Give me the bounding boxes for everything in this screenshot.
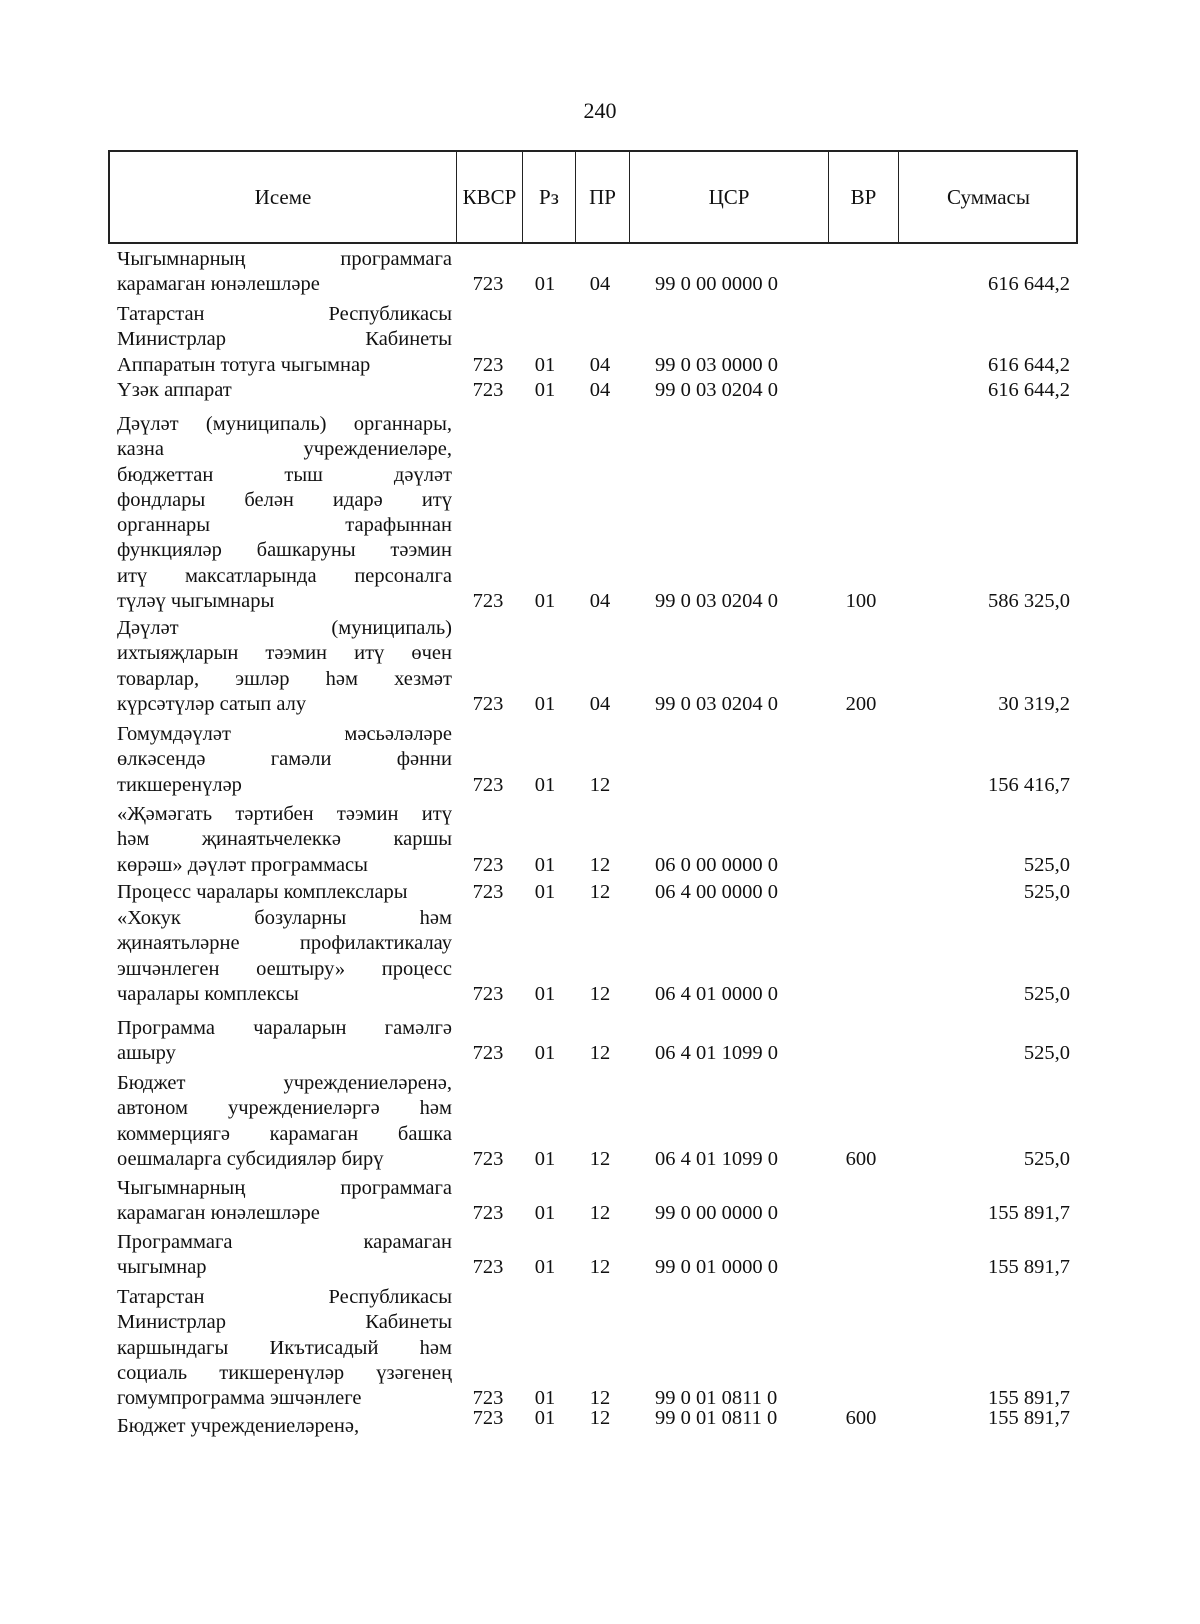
cell-sum: 616 644,2 bbox=[988, 273, 1070, 296]
row-name bbox=[117, 1230, 452, 1281]
cell-kvsr: 723 bbox=[472, 379, 504, 401]
cell-csr: 99 0 03 0204 0 bbox=[655, 590, 778, 613]
cell-sum: 586 325,0 bbox=[988, 590, 1070, 613]
page-number: 240 bbox=[583, 98, 617, 123]
row-name-line: «Хокук бозуларны һәм bbox=[117, 907, 452, 929]
cell-sum: 525,0 bbox=[1023, 1042, 1070, 1065]
cell-vr: 600 bbox=[845, 1147, 877, 1170]
row-name-line: Татарстан Республикасы bbox=[117, 1286, 452, 1308]
cell-sum: 616 644,2 bbox=[988, 353, 1070, 376]
row-name-line: оешмаларга субсидияләр бирү bbox=[117, 1147, 384, 1170]
row-name-line: казна учреждениеләре, bbox=[117, 438, 452, 461]
cell-rz: 01 bbox=[534, 1256, 556, 1279]
cell-rz: 01 bbox=[534, 590, 556, 613]
row-name-line: ашыру bbox=[117, 1042, 176, 1065]
cell-kvsr: 723 bbox=[472, 1387, 504, 1410]
row-name-line: һәм җинаятьчелеккә каршы bbox=[117, 828, 452, 851]
cell-pr: 12 bbox=[589, 1042, 611, 1065]
row-name-line: Дәүләт (муниципаль) bbox=[117, 617, 452, 639]
row-name-line: автоном учреждениеләргә һәм bbox=[117, 1097, 452, 1120]
row-name bbox=[117, 1414, 452, 1439]
header-rz: Рз bbox=[522, 152, 575, 242]
cell-kvsr: 723 bbox=[472, 1407, 504, 1429]
cell-csr: 99 0 03 0204 0 bbox=[655, 379, 778, 401]
row-name-line: Үзәк аппарат bbox=[117, 379, 232, 401]
cell-pr: 04 bbox=[589, 590, 611, 613]
row-name-line: органнары тарафыннан bbox=[117, 514, 452, 537]
cell-csr: 99 0 01 0811 0 bbox=[655, 1387, 778, 1410]
cell-csr: 99 0 00 0000 0 bbox=[655, 1202, 778, 1225]
cell-pr: 04 bbox=[589, 692, 611, 715]
header-pr: ПР bbox=[575, 152, 629, 242]
cell-kvsr: 723 bbox=[472, 1042, 504, 1065]
row-name-line: чыгымнар bbox=[117, 1256, 207, 1279]
row-name-line: каршындагы Икътисадый һәм bbox=[117, 1336, 452, 1359]
row-name bbox=[117, 378, 452, 403]
header-kvsr: КВСР bbox=[456, 152, 522, 242]
row-name bbox=[117, 722, 452, 798]
cell-sum: 155 891,7 bbox=[988, 1387, 1070, 1410]
row-name bbox=[117, 302, 452, 378]
row-name bbox=[117, 880, 452, 905]
cell-pr: 04 bbox=[589, 273, 611, 296]
cell-sum: 155 891,7 bbox=[988, 1202, 1070, 1225]
cell-csr: 99 0 03 0204 0 bbox=[655, 692, 778, 715]
row-name-line: Программа чараларын гамәлгә bbox=[117, 1017, 452, 1039]
row-name-line: бюджеттан тыш дәүләт bbox=[117, 463, 452, 486]
header-sum: Суммасы bbox=[898, 152, 1078, 242]
row-name-line: көрәш» дәүләт программасы bbox=[117, 853, 368, 876]
cell-sum: 155 891,7 bbox=[988, 1407, 1070, 1429]
row-name bbox=[117, 906, 452, 1007]
row-name-line: товарлар, эшләр һәм хезмәт bbox=[117, 667, 452, 690]
cell-csr: 06 4 01 1099 0 bbox=[655, 1147, 778, 1170]
cell-rz: 01 bbox=[534, 353, 556, 376]
row-name-line: Гомумдәүләт мәсьәләләре bbox=[117, 723, 452, 745]
row-name-line: Министрлар Кабинеты bbox=[117, 1311, 452, 1334]
cell-sum: 525,0 bbox=[1023, 982, 1070, 1005]
row-name-line: тикшеренүләр bbox=[117, 773, 242, 796]
row-name-line: Процесс чаралары комплекслары bbox=[117, 881, 408, 903]
cell-pr: 12 bbox=[589, 1147, 611, 1170]
cell-rz: 01 bbox=[534, 1407, 556, 1429]
cell-kvsr: 723 bbox=[472, 353, 504, 376]
header-vr: ВР bbox=[828, 152, 898, 242]
cell-csr: 06 4 01 1099 0 bbox=[655, 1042, 778, 1065]
cell-pr: 04 bbox=[589, 353, 611, 376]
row-name-line: Чыгымнарның программага bbox=[117, 1177, 452, 1199]
row-name bbox=[117, 802, 452, 878]
cell-sum: 156 416,7 bbox=[988, 773, 1070, 796]
header-name: Исеме bbox=[254, 184, 312, 209]
cell-kvsr: 723 bbox=[472, 590, 504, 613]
cell-csr: 99 0 01 0000 0 bbox=[655, 1256, 778, 1279]
row-name-line: эшчәнлеген оештыру» процесс bbox=[117, 957, 452, 980]
row-name-line: түләү чыгымнары bbox=[117, 590, 275, 613]
cell-rz: 01 bbox=[534, 1202, 556, 1225]
row-name-line: Аппаратын тотуга чыгымнар bbox=[117, 353, 371, 376]
cell-csr: 06 4 01 0000 0 bbox=[655, 982, 778, 1005]
cell-sum: 525,0 bbox=[1023, 853, 1070, 876]
row-name-line: коммерциягә карамаган башка bbox=[117, 1122, 452, 1145]
row-name-line: җинаятьләрне профилактикалау bbox=[117, 932, 452, 955]
cell-kvsr: 723 bbox=[472, 853, 504, 876]
row-name-line: Программага карамаган bbox=[117, 1231, 452, 1253]
row-name-line: күрсәтүләр сатып алу bbox=[117, 692, 307, 715]
row-name bbox=[117, 247, 452, 298]
cell-pr: 12 bbox=[589, 982, 611, 1005]
row-name-line: карамаган юнәлешләре bbox=[117, 273, 320, 296]
cell-csr: 99 0 01 0811 0 bbox=[655, 1407, 778, 1429]
cell-kvsr: 723 bbox=[472, 982, 504, 1005]
cell-rz: 01 bbox=[534, 692, 556, 715]
cell-sum: 525,0 bbox=[1023, 881, 1070, 903]
cell-sum: 525,0 bbox=[1023, 1147, 1070, 1170]
cell-pr: 12 bbox=[589, 853, 611, 876]
row-name-line: гомумпрограмма эшчәнлеге bbox=[117, 1387, 362, 1410]
cell-csr: 99 0 03 0000 0 bbox=[655, 353, 778, 376]
cell-pr: 12 bbox=[589, 1407, 611, 1429]
cell-sum: 30 319,2 bbox=[998, 692, 1070, 715]
cell-csr: 06 4 00 0000 0 bbox=[655, 881, 778, 903]
cell-sum: 616 644,2 bbox=[988, 379, 1070, 401]
row-name-line: Бюджет учреждениеләренә, bbox=[117, 1072, 452, 1094]
cell-vr: 200 bbox=[845, 692, 877, 715]
row-name-line: Дәүләт (муниципаль) органнары, bbox=[117, 413, 452, 435]
row-name-line: фондлары белән идарә итү bbox=[117, 488, 452, 511]
row-name bbox=[117, 1071, 452, 1172]
cell-rz: 01 bbox=[534, 773, 556, 796]
row-name-line: Татарстан Республикасы bbox=[117, 303, 452, 325]
cell-pr: 12 bbox=[589, 1202, 611, 1225]
row-name bbox=[117, 412, 452, 614]
cell-sum: 155 891,7 bbox=[988, 1256, 1070, 1279]
row-name-line: ихтыяҗларын тәэмин итү өчен bbox=[117, 642, 452, 665]
cell-kvsr: 723 bbox=[472, 1147, 504, 1170]
row-name-line: карамаган юнәлешләре bbox=[117, 1202, 320, 1225]
cell-kvsr: 723 bbox=[472, 1256, 504, 1279]
row-name-line: функцияләр башкаруны тәэмин bbox=[117, 539, 452, 562]
row-name bbox=[117, 1285, 452, 1411]
cell-kvsr: 723 bbox=[472, 692, 504, 715]
cell-rz: 01 bbox=[534, 1387, 556, 1410]
cell-vr: 100 bbox=[845, 590, 877, 613]
cell-rz: 01 bbox=[534, 853, 556, 876]
cell-rz: 01 bbox=[534, 1042, 556, 1065]
row-name-line: Чыгымнарның программага bbox=[117, 248, 452, 270]
cell-pr: 04 bbox=[589, 379, 611, 401]
row-name-line: «Җәмәгать тәртибен тәэмин итү bbox=[117, 803, 452, 825]
table-header bbox=[108, 150, 1078, 244]
row-name-line: өлкәсендә гамәли фәнни bbox=[117, 748, 452, 771]
row-name-line: Министрлар Кабинеты bbox=[117, 328, 452, 351]
cell-kvsr: 723 bbox=[472, 1202, 504, 1225]
row-name bbox=[117, 1176, 452, 1227]
cell-rz: 01 bbox=[534, 273, 556, 296]
cell-csr: 06 0 00 0000 0 bbox=[655, 853, 778, 876]
row-name-line: социаль тикшеренүләр үзәгенең bbox=[117, 1361, 452, 1384]
cell-csr: 99 0 00 0000 0 bbox=[655, 273, 778, 296]
cell-kvsr: 723 bbox=[472, 273, 504, 296]
row-name-line: чаралары комплексы bbox=[117, 982, 299, 1005]
header-csr: ЦСР bbox=[629, 152, 828, 242]
cell-pr: 12 bbox=[589, 881, 611, 903]
cell-pr: 12 bbox=[589, 1256, 611, 1279]
row-name bbox=[117, 1016, 452, 1067]
cell-rz: 01 bbox=[534, 881, 556, 903]
cell-rz: 01 bbox=[534, 1147, 556, 1170]
cell-pr: 12 bbox=[589, 773, 611, 796]
row-name bbox=[117, 616, 452, 717]
cell-kvsr: 723 bbox=[472, 773, 504, 796]
cell-rz: 01 bbox=[534, 379, 556, 401]
row-name-line: итү максатларында персоналга bbox=[117, 564, 452, 587]
cell-pr: 12 bbox=[589, 1387, 611, 1410]
cell-vr: 600 bbox=[845, 1407, 877, 1429]
cell-kvsr: 723 bbox=[472, 881, 504, 903]
cell-rz: 01 bbox=[534, 982, 556, 1005]
row-name-line: Бюджет учреждениеләренә, bbox=[117, 1415, 360, 1437]
